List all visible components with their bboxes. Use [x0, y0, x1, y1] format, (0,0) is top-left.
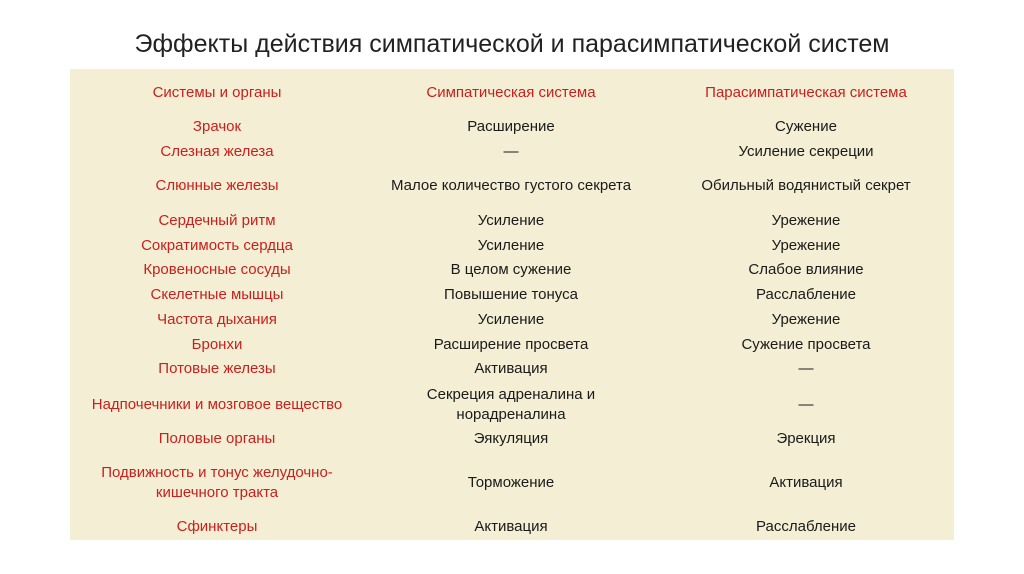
parasympathetic-cell: Сужение просвета: [741, 336, 871, 353]
sympathetic-cell: Расширение: [467, 118, 555, 135]
parasympathetic-cell: Обильный водянистый секрет: [701, 177, 911, 194]
organ-cell: Бронхи: [191, 336, 243, 353]
header-organs: Системы и органы: [152, 84, 282, 101]
header-sympathetic: Симпатическая система: [426, 84, 596, 101]
sympathetic-cell: Активация: [474, 360, 548, 377]
sympathetic-cell: Усиление: [477, 212, 545, 229]
organ-cell: Скелетные мышцы: [150, 286, 284, 303]
table-row: [70, 461, 954, 505]
table-row: [70, 234, 954, 258]
table-row: [70, 515, 954, 539]
table-row: [70, 209, 954, 233]
organ-cell: Частота дыхания: [157, 311, 277, 328]
sympathetic-cell: —: [503, 143, 519, 160]
sympathetic-cell: Повышение тонуса: [444, 286, 578, 303]
table-header-row: [70, 81, 954, 105]
parasympathetic-cell: Активация: [769, 474, 843, 491]
parasympathetic-cell: Урежение: [771, 237, 841, 254]
page-title: Эффекты действия симпатической и парасимпатической систем: [134, 30, 890, 58]
parasympathetic-cell: —: [798, 360, 814, 377]
organ-cell: Надпочечники и мозговое вещество: [91, 396, 343, 413]
organ-cell: Потовые железы: [158, 360, 276, 377]
organ-cell: Подвижность и тонус желудочно-кишечного тракта: [101, 464, 333, 501]
parasympathetic-cell: Расслабление: [756, 518, 856, 535]
sympathetic-cell: Торможение: [467, 474, 555, 491]
organ-cell: Слюнные железы: [155, 177, 279, 194]
sympathetic-cell: Активация: [474, 518, 548, 535]
parasympathetic-cell: Усиление секреции: [738, 143, 874, 160]
sympathetic-cell: Усиление: [477, 237, 545, 254]
organ-cell: Кровеносные сосуды: [143, 261, 291, 278]
parasympathetic-cell: Урежение: [771, 212, 841, 229]
parasympathetic-cell: Слабое влияние: [748, 261, 864, 278]
sympathetic-cell: Эякуляция: [473, 430, 549, 447]
parasympathetic-cell: —: [798, 396, 814, 413]
organ-cell: Сократимость сердца: [141, 237, 293, 254]
effects-table: [70, 69, 954, 540]
parasympathetic-cell: Эрекция: [776, 430, 836, 447]
sympathetic-cell: Усиление: [477, 311, 545, 328]
organ-cell: Сердечный ритм: [158, 212, 276, 229]
parasympathetic-cell: Сужение: [775, 118, 837, 135]
organ-cell: Зрачок: [192, 118, 242, 135]
organ-cell: Половые органы: [158, 430, 276, 447]
table-row: [70, 383, 954, 427]
sympathetic-cell: Расширение просвета: [433, 336, 589, 353]
organ-cell: Сфинктеры: [176, 518, 258, 535]
parasympathetic-cell: Урежение: [771, 311, 841, 328]
sympathetic-cell: Секреция адреналина и норадреналина: [426, 386, 596, 423]
sympathetic-cell: Малое количество густого секрета: [390, 177, 632, 194]
table-row: [70, 308, 954, 332]
table-row: [70, 333, 954, 357]
table-row: [70, 140, 954, 164]
table-row: [70, 115, 954, 139]
table-row: [70, 283, 954, 307]
sympathetic-cell: В целом сужение: [450, 261, 572, 278]
organ-cell: Слезная железа: [160, 143, 274, 160]
table-row: [70, 357, 954, 381]
table-row: [70, 427, 954, 451]
header-parasympathetic: Парасимпатическая система: [705, 84, 907, 101]
table-row: [70, 174, 954, 198]
parasympathetic-cell: Расслабление: [756, 286, 856, 303]
table-row: [70, 258, 954, 282]
